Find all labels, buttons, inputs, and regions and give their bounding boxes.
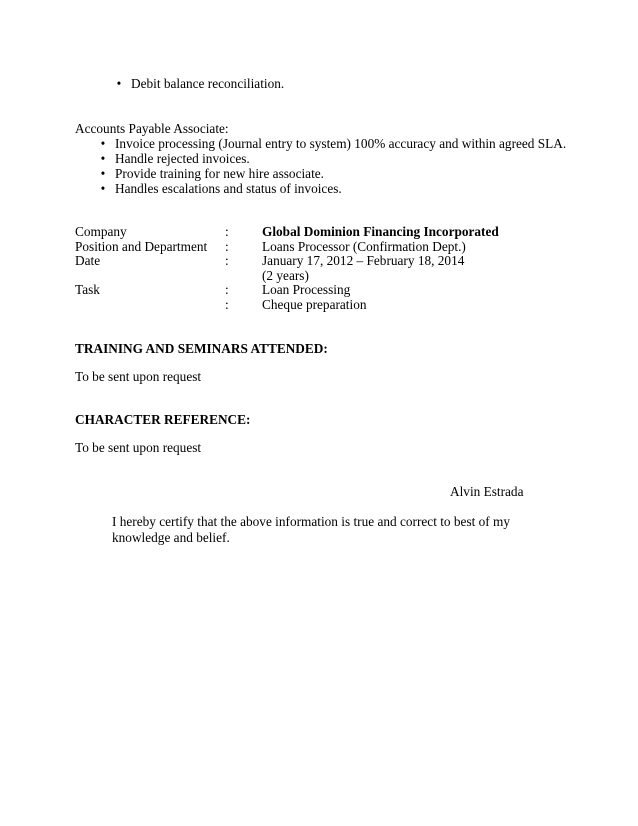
ap-heading: Accounts Payable Associate:: [75, 121, 229, 136]
list-item: [113, 76, 284, 91]
certification-text: I hereby certify that the above information is true and correct to best of my knowledge and belief.: [112, 514, 511, 545]
detail-separator: :: [225, 282, 229, 297]
detail-separator: :: [225, 224, 229, 239]
detail-value: January 17, 2012 – February 18, 2014: [262, 253, 465, 268]
training-text: To be sent upon request: [75, 369, 202, 384]
detail-separator: :: [225, 239, 229, 254]
ap-bullet-list: [97, 136, 566, 196]
detail-value: Global Dominion Financing Incorporated: [262, 224, 499, 239]
detail-label: Position and Department: [75, 239, 208, 254]
detail-row-date: [75, 253, 575, 268]
training-heading: TRAINING AND SEMINARS ATTENDED:: [75, 341, 328, 356]
detail-label: Company: [75, 224, 127, 239]
bullet-icon: •: [100, 181, 106, 196]
signature-name: Alvin Estrada: [450, 484, 524, 499]
bullet-icon: •: [100, 151, 106, 166]
detail-separator: :: [225, 297, 229, 312]
detail-value: Loans Processor (Confirmation Dept.): [262, 239, 466, 254]
bullet-icon: •: [116, 76, 122, 91]
detail-row-duration: [75, 268, 575, 283]
detail-row-position: [75, 239, 575, 254]
detail-value: Cheque preparation: [262, 297, 367, 312]
list-item-text: Debit balance reconciliation.: [131, 76, 285, 91]
list-item: [97, 136, 566, 151]
list-item: [97, 181, 566, 196]
list-item-text: Handle rejected invoices.: [115, 151, 250, 166]
character-heading: CHARACTER REFERENCE:: [75, 412, 251, 427]
bullet-icon: •: [100, 166, 106, 181]
detail-row-task: [75, 282, 575, 297]
bullet-icon: •: [100, 136, 106, 151]
list-item-text: Invoice processing (Journal entry to system) 100% accuracy and within agreed SLA.: [115, 136, 567, 151]
detail-row-company: [75, 224, 575, 239]
top-bullet-list: [113, 76, 284, 91]
detail-label: Task: [75, 282, 100, 297]
detail-separator: :: [225, 253, 229, 268]
list-item-text: Handles escalations and status of invoices.: [115, 181, 342, 196]
list-item: [97, 151, 566, 166]
list-item-text: Provide training for new hire associate.: [115, 166, 324, 181]
detail-row-task-2: [75, 297, 575, 312]
character-text: To be sent upon request: [75, 440, 202, 455]
list-item: [97, 166, 566, 181]
detail-value: (2 years): [262, 268, 309, 283]
detail-label: Date: [75, 253, 101, 268]
detail-value: Loan Processing: [262, 282, 351, 297]
